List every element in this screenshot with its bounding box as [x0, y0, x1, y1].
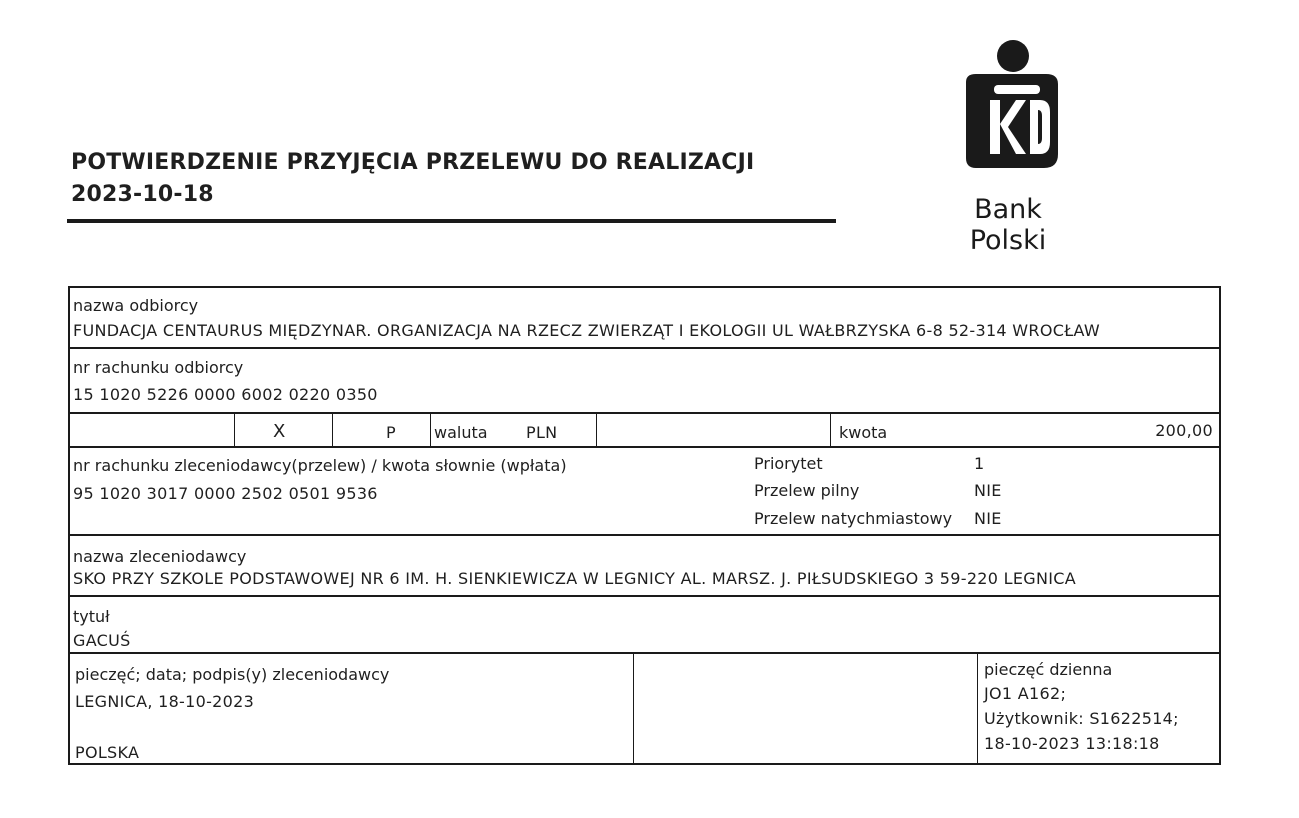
stamp-place-date: LEGNICA, 18-10-2023 — [75, 692, 255, 711]
urgent-transfer-value: NIE — [974, 481, 1002, 500]
recipient-name-label: nazwa odbiorcy — [73, 296, 199, 315]
divider — [70, 595, 1219, 597]
priority-value: 1 — [974, 454, 985, 473]
pko-piggy-bank-icon — [954, 38, 1064, 178]
bank-name: Bank Polski — [969, 194, 1047, 256]
currency-label: waluta — [434, 423, 488, 442]
document-date: 2023-10-18 — [71, 182, 214, 207]
amount-label: kwota — [839, 423, 888, 442]
sender-account-value: 95 1020 3017 0000 2502 0501 9536 — [73, 484, 378, 503]
recipient-account-value: 15 1020 5226 0000 6002 0220 0350 — [73, 385, 378, 404]
divider — [70, 412, 1219, 414]
amount-value: 200,00 — [1155, 421, 1213, 440]
sender-name-label: nazwa zleceniodawcy — [73, 547, 247, 566]
document-title: POTWIERDZENIE PRZYJĘCIA PRZELEWU DO REALIZACJI — [71, 150, 755, 175]
stamp-country: POLSKA — [75, 743, 140, 762]
divider — [596, 412, 597, 446]
sender-account-label: nr rachunku zleceniodawcy(przelew) / kwota słownie (wpłata) — [73, 456, 567, 475]
stamp-label: pieczęć; data; podpis(y) zleceniodawcy — [75, 665, 390, 684]
divider — [70, 347, 1219, 349]
divider — [430, 412, 431, 446]
daily-stamp-line-2: Użytkownik: S1622514; — [984, 709, 1179, 728]
heading-underline — [67, 219, 836, 223]
sender-name-value: SKO PRZY SZKOLE PODSTAWOWEJ NR 6 IM. H. SIENKIEWICZA W LEGNICY AL. MARSZ. J. PIŁSUDSKIEGO 3 59-220 LEGNICA — [73, 569, 1076, 588]
instant-transfer-value: NIE — [974, 509, 1002, 528]
title-label: tytuł — [73, 607, 110, 626]
transfer-form — [68, 286, 1221, 765]
title-value: GACUŚ — [73, 631, 131, 650]
daily-stamp-label: pieczęć dzienna — [984, 660, 1113, 679]
divider — [332, 412, 333, 446]
daily-stamp-line-1: JO1 A162; — [984, 684, 1067, 703]
divider — [633, 652, 634, 765]
priority-label: Priorytet — [754, 454, 823, 473]
transfer-type-mark-p: P — [386, 423, 396, 442]
divider — [70, 652, 1219, 654]
currency-value: PLN — [526, 423, 558, 442]
divider — [70, 446, 1219, 448]
urgent-transfer-label: Przelew pilny — [754, 481, 860, 500]
divider — [70, 534, 1219, 536]
recipient-account-label: nr rachunku odbiorcy — [73, 358, 244, 377]
bank-logo — [940, 38, 1090, 256]
instant-transfer-label: Przelew natychmiastowy — [754, 509, 953, 528]
document-heading — [71, 150, 754, 207]
divider — [234, 412, 235, 446]
divider — [977, 652, 978, 765]
transfer-type-mark-x: X — [273, 421, 286, 442]
divider — [830, 412, 831, 446]
recipient-name-value: FUNDACJA CENTAURUS MIĘDZYNAR. ORGANIZACJA NA RZECZ ZWIERZĄT I EKOLOGII UL WAŁBRZYSKA 6-8 52-314 WROCŁAW — [73, 321, 1100, 340]
daily-stamp-line-3: 18-10-2023 13:18:18 — [984, 734, 1160, 753]
